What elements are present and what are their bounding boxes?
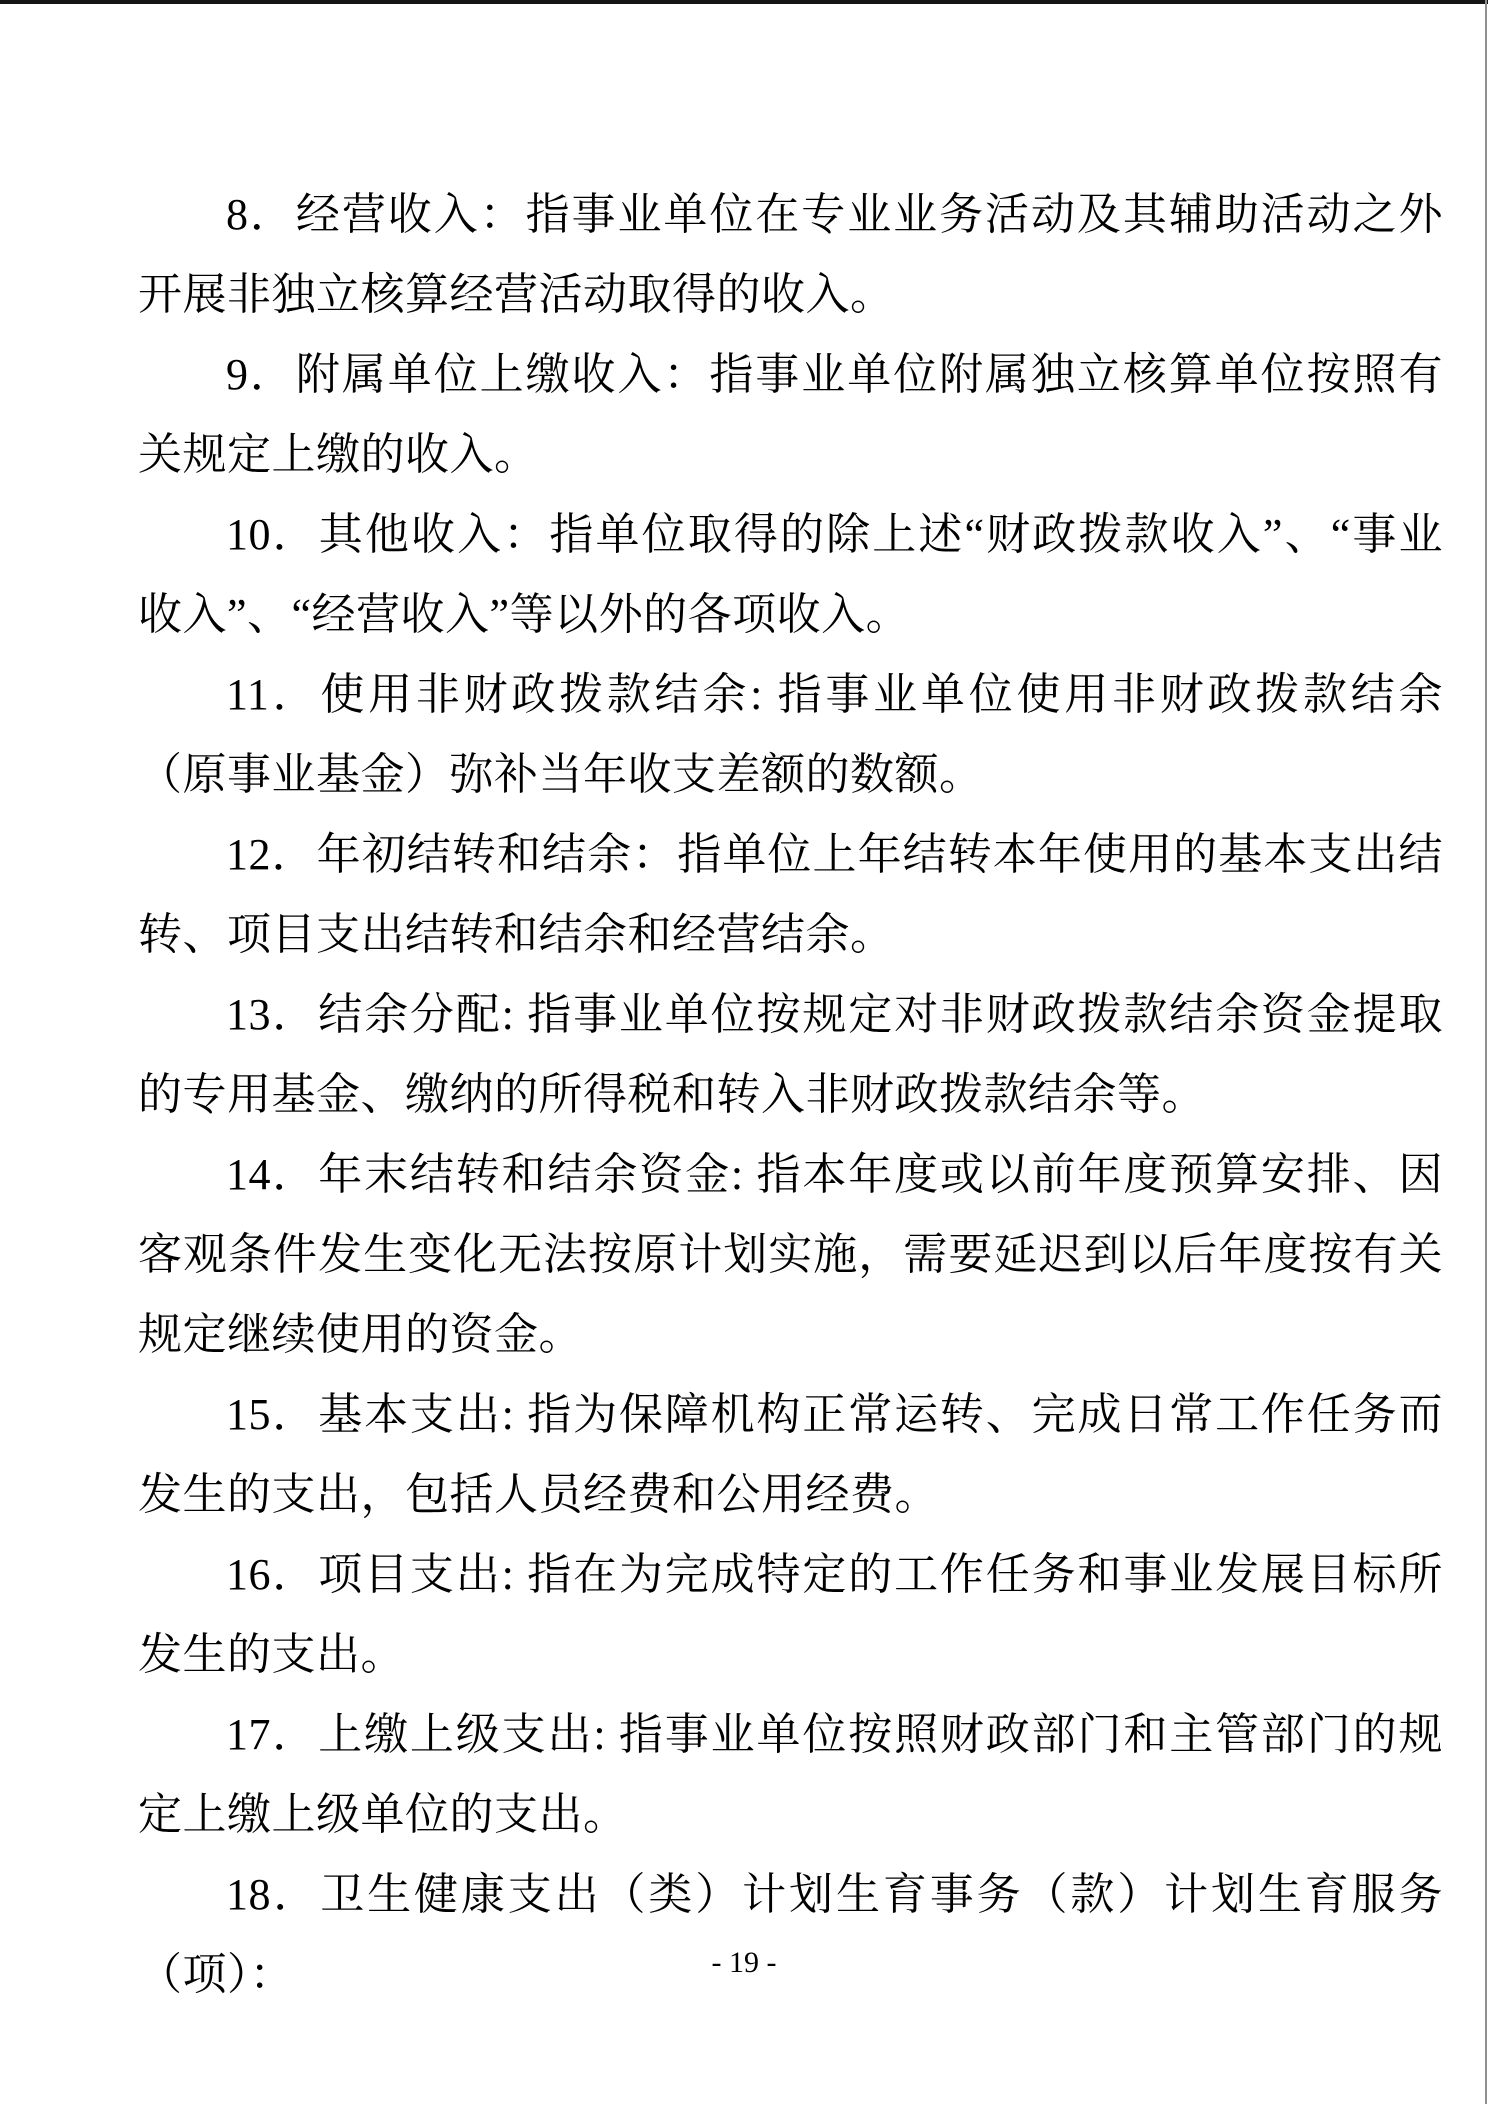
document-body xyxy=(138,175,1443,2015)
paragraph-item-13: 13．结余分配: 指事业单位按规定对非财政拨款结余资金提取的专用基金、缴纳的所得税和转入非财政拨款结余等。 xyxy=(138,990,1443,1119)
paragraph-item-16: 16．项目支出: 指在为完成特定的工作任务和事业发展目标所发生的支出。 xyxy=(138,1550,1443,1679)
paragraph-item-12: 12．年初结转和结余：指单位上年结转本年使用的基本支出结转、项目支出结转和结余和经营结余。 xyxy=(138,830,1443,959)
paragraph-item-9: 9．附属单位上缴收入：指事业单位附属独立核算单位按照有关规定上缴的收入。 xyxy=(138,350,1443,479)
page-top-edge-line xyxy=(0,0,1488,4)
paragraph-item-10: 10．其他收入：指单位取得的除上述“财政拨款收入”、“事业收入”、“经营收入”等以外的各项收入。 xyxy=(138,510,1443,639)
paragraph-item-18: 18．卫生健康支出（类）计划生育事务（款）计划生育服务（项）： xyxy=(138,1870,1443,1999)
page-number: - 19 - xyxy=(711,1946,777,1979)
paragraph-item-11: 11．使用非财政拨款结余: 指事业单位使用非财政拨款结余（原事业基金）弥补当年收支差额的数额。 xyxy=(138,670,1443,799)
paragraph-item-14: 14．年末结转和结余资金: 指本年度或以前年度预算安排、因客观条件发生变化无法按原计划实施，需要延迟到以后年度按有关规定继续使用的资金。 xyxy=(138,1150,1443,1359)
paragraph-item-17: 17．上缴上级支出: 指事业单位按照财政部门和主管部门的规定上缴上级单位的支出。 xyxy=(138,1710,1443,1839)
paragraph-item-8: 8．经营收入：指事业单位在专业业务活动及其辅助活动之外开展非独立核算经营活动取得的收入。 xyxy=(138,190,1443,319)
paragraph-item-15: 15．基本支出: 指为保障机构正常运转、完成日常工作任务而发生的支出，包括人员经费和公用经费。 xyxy=(138,1390,1443,1519)
page-right-edge-line xyxy=(1485,0,1487,2104)
